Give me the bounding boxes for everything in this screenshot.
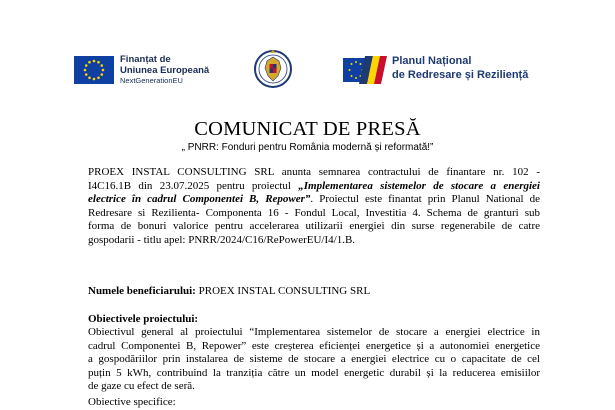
page-title: COMUNICAT DE PRESĂ bbox=[194, 118, 421, 140]
beneficiary-line bbox=[88, 285, 540, 299]
intro-paragraph bbox=[88, 166, 540, 247]
intro-line-3 bbox=[88, 193, 540, 207]
pnrr-logo-line1: Planul Național bbox=[392, 55, 472, 67]
intro-line-1: PROEX INSTAL CONSULTING SRL anunta semnarea contractului de finantare nr. 102 - bbox=[88, 166, 540, 178]
intro-line-2-text: I4C16.1B din 23.07.2025 pentru proiectul bbox=[88, 179, 299, 192]
government-of-romania-emblem-icon bbox=[253, 46, 293, 90]
objectives-line-4: puțin 5 kWh, contribuind la tranziția către un model energetic durabil și la reducerea emisiilor bbox=[88, 366, 540, 379]
beneficiary-label: Numele beneficiarului: bbox=[88, 285, 196, 297]
eu-logo-line2: Uniunea Europeană bbox=[120, 65, 210, 76]
eu-funding-logo bbox=[74, 53, 244, 89]
eu-logo-line1: Finanțat de bbox=[120, 54, 171, 65]
pnrr-logo-line2: de Redresare și Reziliență bbox=[392, 69, 529, 81]
specific-objectives-heading: Obiective specifice: bbox=[88, 396, 176, 408]
objectives-line-2: cadrul Componentei B, Repower” este creșterea eficienței energetice și a autonomiei energetice bbox=[88, 339, 540, 352]
intro-line-2 bbox=[88, 180, 540, 194]
objectives-heading: Obiectivele proiectului: bbox=[88, 313, 199, 325]
project-title-part1: „Implementarea sistemelor de stocare a energiei bbox=[298, 179, 540, 192]
eu-logo-line3: NextGenerationEU bbox=[120, 76, 183, 85]
intro-line-3-text: . Proiectul este finantat prin Planul National de bbox=[310, 193, 540, 205]
project-title-part2: electrice în cadrul Componentei B, Repower” bbox=[88, 193, 311, 205]
objectives-paragraph bbox=[88, 326, 540, 394]
intro-line-4: Redresare si Rezilienta- Componenta 16 - Fondul Local, Investitia 4. Schema de granturi sub bbox=[88, 206, 540, 219]
intro-line-6: gospodarii - titlu apel: PNRR/2024/C16/RePowerEU/I4/1.B. bbox=[88, 233, 356, 246]
pnrr-logo bbox=[343, 52, 543, 88]
objectives-line-3: a gospodăriilor prin instalarea de sisteme de stocare a energiei electrice cu o capacitate de cel bbox=[88, 353, 540, 365]
objectives-line-1: Obiectivul general al proiectului “Implementarea sistemelor de stocare a energiei electrice in bbox=[88, 326, 540, 338]
objectives-line-5: de gaze cu efect de seră. bbox=[88, 380, 195, 392]
beneficiary-value: PROEX INSTAL CONSULTING SRL bbox=[195, 285, 371, 297]
pnrr-flag-mark-icon bbox=[343, 56, 387, 84]
intro-line-5: forma de bonuri valorice pentru accelerarea utilizarii energiei din surse regenerabile de catre bbox=[88, 220, 540, 232]
eu-flag-icon bbox=[74, 56, 114, 84]
page-subtitle: „ PNRR: Fonduri pentru România modernă și reformată!” bbox=[181, 142, 434, 153]
